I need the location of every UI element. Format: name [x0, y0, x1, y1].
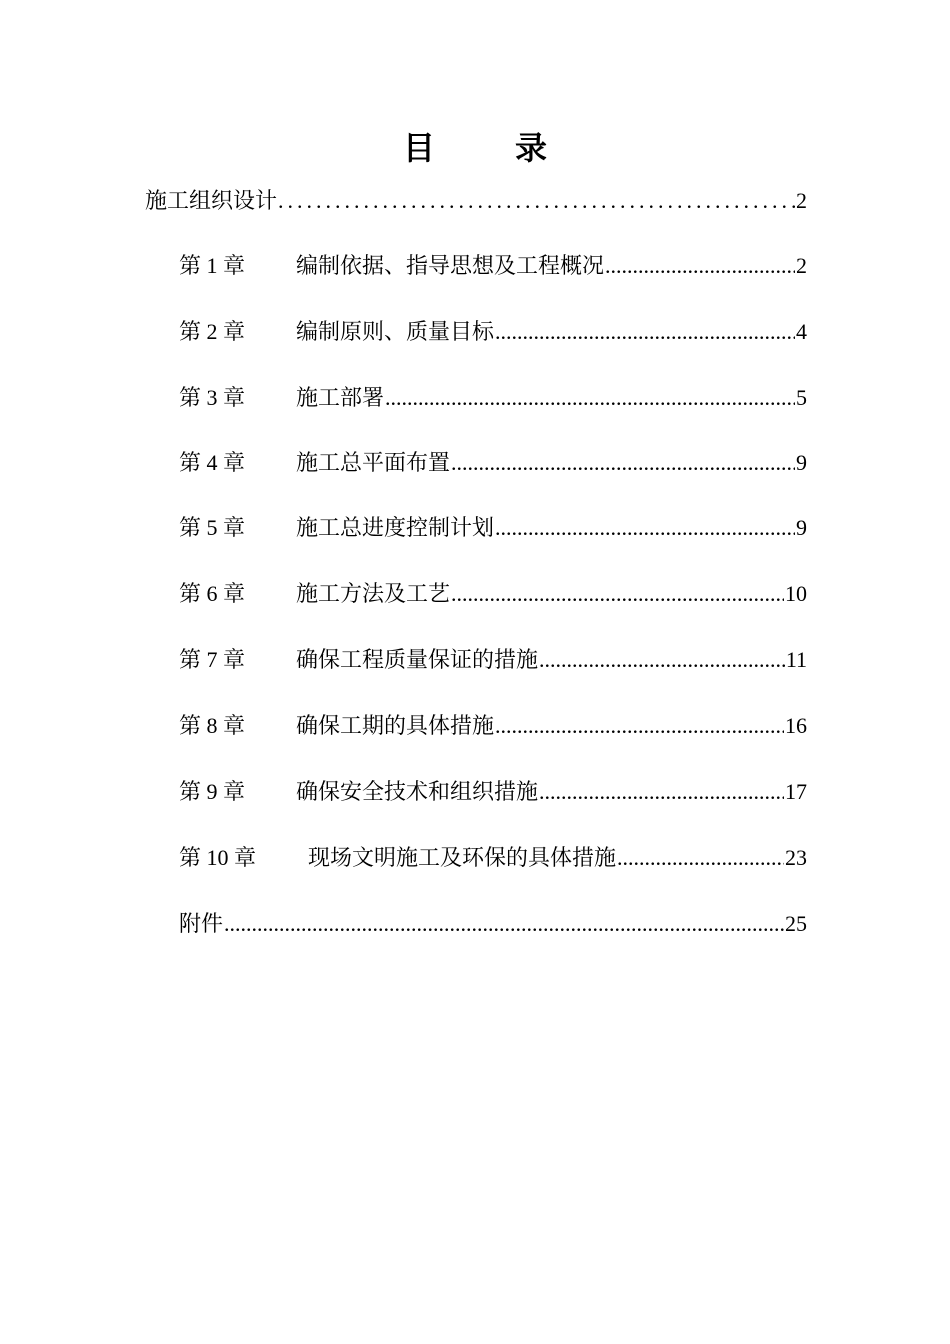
- toc-dot-leader: [495, 511, 795, 545]
- toc-entry-title: 确保工程质量保证的措施: [296, 647, 539, 672]
- toc-dot-leader: [605, 249, 795, 283]
- toc-chapter-number: 第 3 章: [179, 385, 246, 410]
- toc-dot-leader: [539, 643, 785, 677]
- toc-chapter-number: 第 6 章: [179, 581, 246, 606]
- toc-page-number: 2: [796, 253, 807, 278]
- toc-dot-leader: [617, 841, 784, 875]
- toc-dot-leader: [495, 315, 795, 349]
- toc-entry-chapter-10[interactable]: [179, 841, 807, 875]
- toc-entry-chapter-3[interactable]: [179, 381, 807, 415]
- toc-dot-leader: [224, 907, 784, 941]
- toc-entry-title: 施工方法及工艺: [296, 581, 451, 606]
- toc-entry-title: 现场文明施工及环保的具体措施: [308, 845, 617, 870]
- toc-entry-title: 确保工期的具体措施: [296, 713, 495, 738]
- toc-chapter-number: 第 5 章: [179, 515, 246, 540]
- toc-page-number: 2: [796, 188, 807, 213]
- toc-entry-title: 施工部署: [296, 385, 385, 410]
- toc-chapter-number: 第 2 章: [179, 319, 246, 344]
- toc-chapter-number: 第 10 章: [179, 845, 257, 870]
- toc-page-number: 10: [785, 581, 807, 606]
- toc-chapter-number: 第 7 章: [179, 647, 246, 672]
- page-title: 目 录: [402, 130, 583, 166]
- toc-dot-leader: [451, 446, 795, 480]
- toc-page-number: 9: [796, 450, 807, 475]
- toc-page-number: 11: [785, 647, 807, 672]
- toc-entry-title: 编制依据、指导思想及工程概况: [296, 253, 605, 278]
- toc-entry-title: 施工总进度控制计划: [296, 515, 495, 540]
- toc-page-number: 25: [785, 911, 807, 936]
- toc-entry-chapter-9[interactable]: [179, 775, 807, 809]
- toc-chapter-number: 第 8 章: [179, 713, 246, 738]
- toc-page-number: 16: [785, 713, 807, 738]
- toc-chapter-number: 第 9 章: [179, 779, 246, 804]
- toc-page-number: 5: [796, 385, 807, 410]
- toc-entry-title: 施工总平面布置: [296, 450, 451, 475]
- toc-chapter-number: 第 4 章: [179, 450, 246, 475]
- toc-chapter-number: 第 1 章: [179, 253, 246, 278]
- toc-page-number: 4: [796, 319, 807, 344]
- toc-page-number: 23: [785, 845, 807, 870]
- toc-entry-title: 确保安全技术和组织措施: [296, 779, 539, 804]
- toc-entry-construction-design[interactable]: [145, 184, 807, 218]
- toc-entry-chapter-7[interactable]: [179, 643, 807, 677]
- toc-dot-leader: [278, 184, 795, 218]
- toc-page-number: 17: [785, 779, 807, 804]
- toc-entry-appendix[interactable]: [179, 907, 807, 941]
- toc-entry-title: 附件: [179, 911, 224, 936]
- toc-dot-leader: [385, 381, 795, 415]
- toc-entry-title: 编制原则、质量目标: [296, 319, 495, 344]
- toc-page-number: 9: [796, 515, 807, 540]
- toc-dot-leader: [495, 709, 784, 743]
- toc-entry-chapter-4[interactable]: [179, 446, 807, 480]
- toc-entry-chapter-6[interactable]: [179, 577, 807, 611]
- toc-entry-title: 施工组织设计: [145, 188, 278, 213]
- toc-dot-leader: [539, 775, 784, 809]
- toc-dot-leader: [451, 577, 784, 611]
- toc-entry-chapter-8[interactable]: [179, 709, 807, 743]
- toc-entry-chapter-1[interactable]: [179, 249, 807, 283]
- toc-entry-chapter-2[interactable]: [179, 315, 807, 349]
- toc-entry-chapter-5[interactable]: [179, 511, 807, 545]
